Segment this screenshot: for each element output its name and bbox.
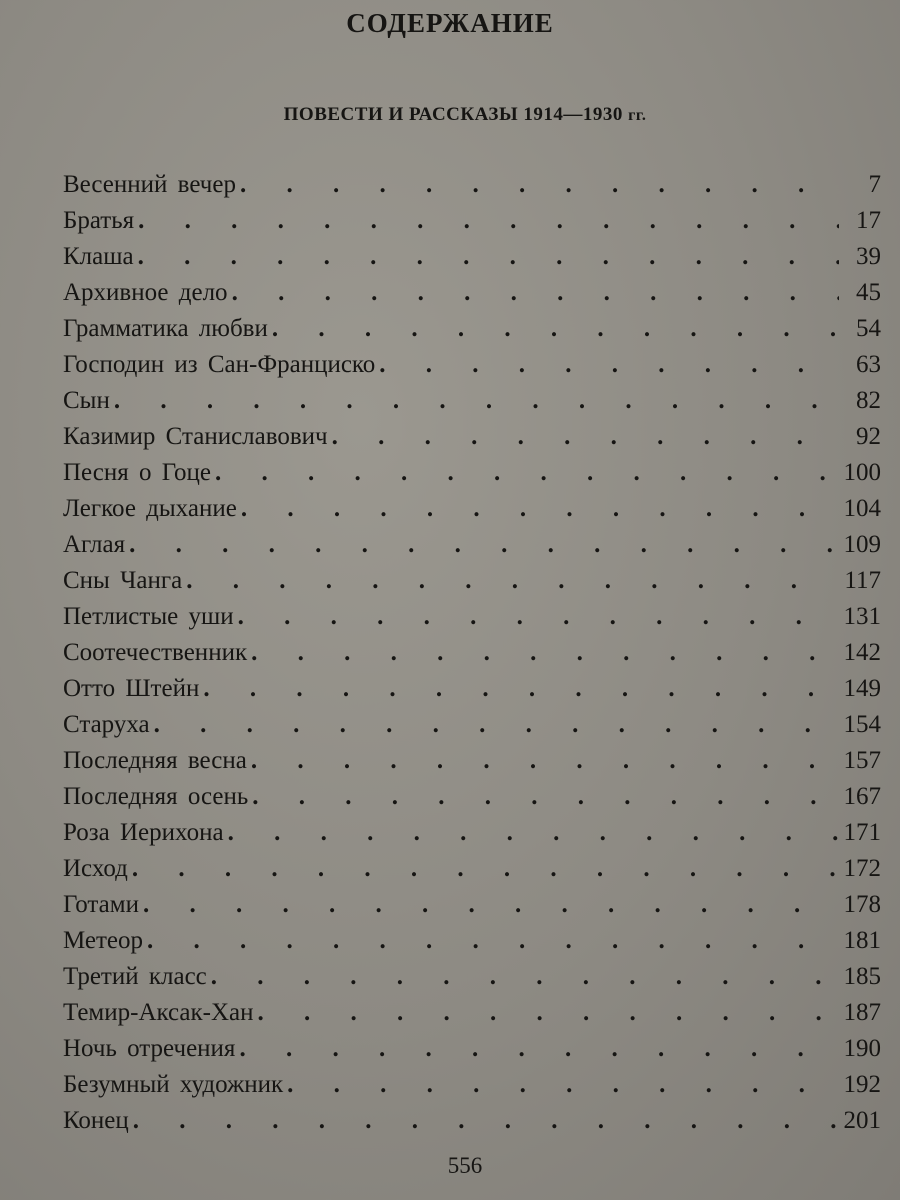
toc-entry: [63, 783, 881, 819]
toc-entry-title: Сын: [63, 387, 110, 414]
toc-entry-page: 17: [856, 207, 881, 234]
toc-entry-title: Последняя осень: [63, 783, 249, 810]
toc-entry-title: Отто Штейн: [63, 675, 200, 702]
toc-entry-page: 149: [843, 675, 881, 702]
toc-entry: [63, 171, 881, 207]
toc-entry: [63, 927, 881, 963]
toc-entry: [63, 603, 881, 639]
toc-entry-title: Третий класс: [63, 963, 207, 990]
toc-entry-page: 187: [843, 999, 881, 1026]
toc-entry-title: Темир-Аксак-Хан: [63, 999, 254, 1026]
toc-entry-page: 181: [843, 927, 881, 954]
toc-entry-page: 192: [843, 1071, 881, 1098]
toc-entry-page: 82: [856, 387, 881, 414]
toc-entry: [63, 963, 881, 999]
toc-entry: [63, 891, 881, 927]
toc-leader-dots: [287, 1071, 837, 1099]
toc-entry-page: 190: [843, 1035, 881, 1062]
page-number: 556: [447, 1153, 483, 1178]
toc-entry-title: Грамматика любви: [63, 315, 268, 342]
toc-entry-title: Конец: [63, 1107, 129, 1134]
toc-leader-dots: [379, 351, 839, 379]
toc-leader-dots: [138, 207, 839, 235]
toc-entry-page: 185: [843, 963, 881, 990]
section-title-suffix: гг.: [628, 107, 647, 124]
toc-entry-page: 117: [844, 567, 881, 594]
toc-entry: [63, 1035, 881, 1071]
toc-entry-title: Легкое дыхание: [63, 495, 237, 522]
toc-entry: [63, 279, 881, 315]
toc-entry-title: Готами: [63, 891, 139, 918]
toc-leader-dots: [241, 495, 838, 523]
toc-entry-title: Аглая: [63, 531, 126, 558]
toc-entry-title: Соотечественник: [63, 639, 248, 666]
toc-leader-dots: [186, 567, 838, 595]
toc-entry: [63, 351, 881, 387]
toc-entry-page: 109: [843, 531, 881, 558]
toc-entry-title: Старуха: [63, 711, 150, 738]
toc-leader-dots: [258, 999, 838, 1027]
toc-entry-page: 45: [856, 279, 881, 306]
toc-entry: [63, 459, 881, 495]
toc-entry-page: 178: [843, 891, 881, 918]
toc-entry-title: Клаша: [63, 243, 134, 270]
toc-entry-page: 154: [843, 711, 881, 738]
toc-entry-page: 104: [843, 495, 881, 522]
toc-entry-page: 63: [856, 351, 881, 378]
toc-entry: [63, 495, 881, 531]
section-title-text: ПОВЕСТИ И РАССКАЗЫ 1914—1930: [283, 104, 623, 125]
toc-entry-page: 167: [843, 783, 881, 810]
toc-entry-page: 131: [843, 603, 881, 630]
toc-leader-dots: [114, 387, 839, 415]
toc-entry: [63, 1071, 881, 1107]
toc-entry: [63, 531, 881, 567]
toc-leader-dots: [147, 927, 837, 955]
toc-entry-title: Весенний вечер: [63, 171, 236, 198]
toc-leader-dots: [232, 279, 839, 307]
toc-entry-title: Последняя весна: [63, 747, 247, 774]
toc-entry-page: 201: [843, 1107, 881, 1134]
toc-entry-page: 172: [843, 855, 881, 882]
table-of-contents: [63, 171, 881, 1143]
toc-entry-page: 100: [843, 459, 881, 486]
toc-entry-page: 157: [843, 747, 881, 774]
toc-leader-dots: [228, 819, 838, 847]
toc-entry: [63, 855, 881, 891]
toc-entry-title: Исход: [63, 855, 128, 882]
toc-entry-title: Архивное дело: [63, 279, 228, 306]
toc-leader-dots: [129, 531, 837, 559]
toc-entry: [63, 387, 881, 423]
toc-entry-page: 142: [843, 639, 881, 666]
section-title: [0, 104, 900, 126]
toc-leader-dots: [251, 747, 838, 775]
toc-leader-dots: [252, 783, 837, 811]
toc-entry: [63, 819, 881, 855]
toc-entry: [63, 1107, 881, 1143]
toc-entry-page: 92: [856, 423, 881, 450]
toc-leader-dots: [238, 603, 838, 631]
toc-leader-dots: [211, 963, 838, 991]
toc-leader-dots: [239, 1035, 837, 1063]
toc-entry-page: 171: [843, 819, 881, 846]
toc-entry: [63, 675, 881, 711]
toc-entry-title: Ночь отречения: [63, 1035, 236, 1062]
toc-leader-dots: [272, 315, 839, 343]
toc-leader-dots: [154, 711, 838, 739]
toc-entry-title: Сны Чанга: [63, 567, 183, 594]
toc-leader-dots: [132, 855, 838, 883]
toc-entry: [63, 711, 881, 747]
toc-entry-title: Безумный художник: [63, 1071, 284, 1098]
toc-leader-dots: [240, 171, 839, 199]
toc-entry-title: Петлистые уши: [63, 603, 234, 630]
toc-leader-dots: [133, 1107, 838, 1135]
toc-entry-page: 39: [856, 243, 881, 270]
toc-entry-title: Господин из Сан-Франциско: [63, 351, 376, 378]
toc-entry-title: Роза Иерихона: [63, 819, 224, 846]
toc-leader-dots: [138, 243, 839, 271]
toc-leader-dots: [143, 891, 838, 919]
toc-entry: [63, 423, 881, 459]
toc-leader-dots: [251, 639, 837, 667]
toc-entry-title: Метеор: [63, 927, 144, 954]
toc-leader-dots: [332, 423, 839, 451]
toc-entry: [63, 207, 881, 243]
toc-entry: [63, 567, 881, 603]
toc-entry-title: Братья: [63, 207, 135, 234]
toc-entry: [63, 243, 881, 279]
toc-entry: [63, 999, 881, 1035]
toc-entry-title: Песня о Гоце: [63, 459, 211, 486]
page-heading: СОДЕРЖАНИЕ: [346, 8, 554, 38]
toc-entry-title: Казимир Станиславович: [63, 423, 328, 450]
toc-leader-dots: [203, 675, 837, 703]
toc-entry: [63, 639, 881, 675]
toc-entry: [63, 315, 881, 351]
toc-entry: [63, 747, 881, 783]
toc-leader-dots: [215, 459, 838, 487]
toc-entry-page: 7: [868, 171, 881, 198]
toc-entry-page: 54: [856, 315, 881, 342]
